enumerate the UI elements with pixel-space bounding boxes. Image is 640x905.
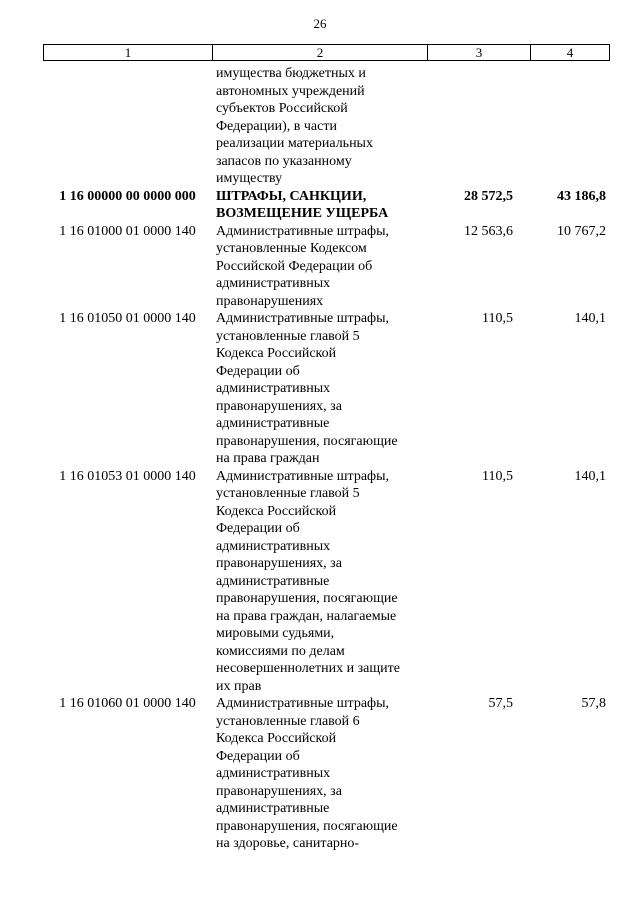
income-name-line: Федерации об bbox=[216, 748, 300, 764]
amount-col3-cell: 12 563,6 bbox=[464, 223, 513, 239]
budget-table bbox=[43, 65, 609, 853]
income-name-line: установленные главой 5 bbox=[216, 486, 360, 501]
income-name-line: административные bbox=[216, 801, 330, 816]
income-name-line: правонарушениях, за bbox=[216, 783, 342, 799]
budget-code-cell: 1 16 00000 00 0000 000 bbox=[59, 188, 196, 204]
budget-code-cell: 1 16 01000 01 0000 140 bbox=[59, 223, 196, 239]
income-name-line: Российской Федерации об bbox=[216, 258, 373, 274]
income-name-line: правонарушениях bbox=[216, 293, 324, 309]
income-name-cell bbox=[212, 65, 427, 188]
income-name-line: административных bbox=[216, 766, 331, 781]
amount-col3-cell bbox=[427, 65, 530, 188]
table-row bbox=[43, 468, 609, 696]
column-header-1: 1 bbox=[44, 45, 213, 61]
budget-code-cell bbox=[43, 65, 212, 188]
page-number: 26 bbox=[313, 16, 327, 31]
income-name-line: имуществу bbox=[216, 171, 283, 186]
income-name-line: реализации материальных bbox=[216, 136, 373, 151]
income-name-cell bbox=[212, 188, 427, 223]
income-name-line: Кодекса Российской bbox=[216, 731, 337, 746]
column-header-3: 3 bbox=[428, 45, 531, 61]
income-name-line: правонарушения, посягающие bbox=[216, 591, 398, 606]
income-name-cell bbox=[212, 695, 427, 853]
amount-col4-cell: 10 767,2 bbox=[557, 223, 606, 239]
income-name-line: их прав bbox=[216, 678, 262, 694]
column-header-2: 2 bbox=[213, 45, 428, 61]
budget-code-cell: 1 16 01053 01 0000 140 bbox=[59, 468, 196, 484]
income-name-line: Федерации об bbox=[216, 363, 300, 379]
table-row bbox=[43, 695, 609, 853]
income-name-line: на права граждан, налагаемые bbox=[216, 608, 397, 624]
amount-col4-cell: 140,1 bbox=[574, 311, 606, 326]
income-name-line: на здоровье, санитарно- bbox=[216, 836, 360, 851]
column-header-row bbox=[44, 45, 610, 61]
income-name-line: Административные штрафы, bbox=[216, 696, 390, 711]
table-row bbox=[43, 188, 609, 223]
income-name-line: Административные штрафы, bbox=[216, 311, 390, 326]
budget-code-cell: 1 16 01050 01 0000 140 bbox=[59, 311, 196, 326]
income-name-cell bbox=[212, 223, 427, 311]
income-name-line: Федерации), в части bbox=[216, 118, 337, 134]
amount-col3-cell: 28 572,5 bbox=[464, 188, 513, 204]
income-name-line: комиссиями по делам bbox=[216, 643, 345, 659]
amount-col4-cell: 140,1 bbox=[574, 468, 606, 484]
income-name-line: на права граждан bbox=[216, 451, 320, 466]
income-name-line: административных bbox=[216, 276, 331, 291]
income-name-line: правонарушения, посягающие bbox=[216, 433, 398, 449]
table-row bbox=[43, 65, 609, 188]
amount-col3-cell: 57,5 bbox=[488, 696, 513, 711]
income-name-line: Административные штрафы, bbox=[216, 223, 390, 239]
amount-col3-cell: 110,5 bbox=[482, 468, 513, 484]
budget-code-cell: 1 16 01060 01 0000 140 bbox=[59, 696, 196, 711]
income-name-line: административные bbox=[216, 416, 330, 431]
income-name-line: мировыми судьями, bbox=[216, 626, 335, 641]
amount-col4-cell: 57,8 bbox=[581, 696, 606, 711]
income-name-line: ШТРАФЫ, САНКЦИИ, bbox=[216, 188, 367, 204]
income-name-line: установленные главой 6 bbox=[216, 713, 360, 729]
income-name-line: установленные главой 5 bbox=[216, 328, 360, 344]
column-header-table bbox=[43, 44, 610, 61]
income-name-line: Административные штрафы, bbox=[216, 468, 390, 484]
income-name-line: автономных учреждений bbox=[216, 83, 365, 99]
income-name-line: Кодекса Российской bbox=[216, 346, 337, 361]
income-name-line: административных bbox=[216, 538, 331, 554]
income-name-line: установленные Кодексом bbox=[216, 241, 367, 256]
income-name-line: правонарушениях, за bbox=[216, 556, 342, 571]
table-row bbox=[43, 310, 609, 468]
income-name-line: административных bbox=[216, 381, 331, 396]
income-name-line: правонарушения, посягающие bbox=[216, 818, 398, 834]
income-name-line: Федерации об bbox=[216, 521, 300, 536]
amount-col3-cell: 110,5 bbox=[482, 311, 513, 326]
income-name-cell bbox=[212, 310, 427, 468]
income-name-line: запасов по указанному bbox=[216, 153, 352, 169]
table-row bbox=[43, 223, 609, 311]
column-header-4: 4 bbox=[531, 45, 610, 61]
income-name-line: имущества бюджетных и bbox=[216, 66, 366, 81]
income-name-line: ВОЗМЕЩЕНИЕ УЩЕРБА bbox=[216, 206, 389, 221]
income-name-line: несовершеннолетних и защите bbox=[216, 661, 400, 676]
amount-col4-cell: 43 186,8 bbox=[557, 188, 606, 204]
income-name-line: правонарушениях, за bbox=[216, 398, 342, 414]
income-name-cell bbox=[212, 468, 427, 696]
amount-col4-cell bbox=[530, 65, 609, 188]
income-name-line: субъектов Российской bbox=[216, 101, 348, 116]
income-name-line: Кодекса Российской bbox=[216, 503, 337, 519]
income-name-line: административные bbox=[216, 573, 330, 589]
